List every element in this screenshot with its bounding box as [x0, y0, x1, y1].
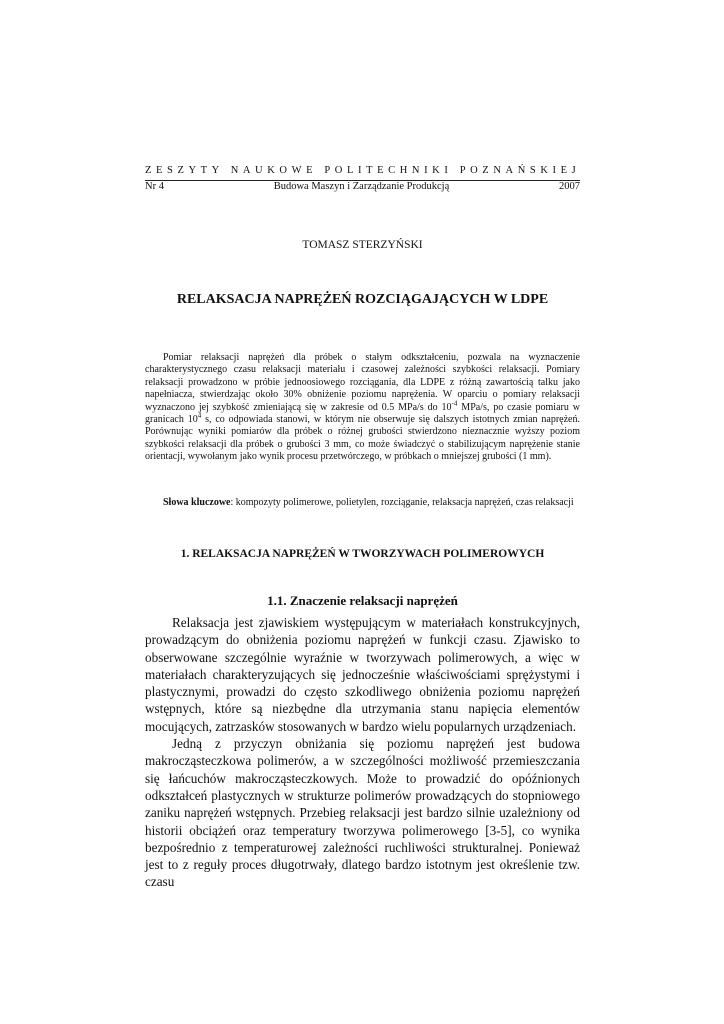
- body-paragraph: Relaksacja jest zjawiskiem występującym w materiałach konstrukcyjnych, prowadzącym do obniżenia poziomu naprężeń w funkcji czasu. Zjawisko to obserwowane szczególnie wyraźnie w tworzywach polimerowych, a więc w materiałach charakteryzujących się jednocześnie właściwościami sprężystymi i plastycznymi, prowadzi do często szkodliwego obniżenia poziomu naprężeń wstępnych, które są niezbędne dla utrzymania stanu napięcia elementów mocujących, zatrzasków stosowanych w bardzo wielu popularnych urządzeniach.: [145, 615, 580, 734]
- body-text: [145, 614, 580, 891]
- keywords: [145, 497, 580, 509]
- header-subrow: [145, 181, 580, 192]
- journal-name: ZESZYTY NAUKOWE POLITECHNIKI POZNAŃSKIEJ: [145, 165, 581, 176]
- abstract-text-1: Pomiar relaksacji naprężeń dla próbek o stałym odkształceniu, pozwala na wyznaczenie charakterystycznego czasu relaksacji materiału i czasowej zależności szybkości relaksacji. Pomiary relaksacji prowadzono w próbie jednoosiowego rozciągania, dla LDPE z różną zawartością talku jako napełniacza, stwierdzając około 30% obniżenie poziomu naprężenia. W oparciu o pomiary relaksacji wyznaczono jej szybkość zmieniającą się w zakresie od 0.5 MPa/s do 10: [145, 352, 580, 413]
- keywords-label: Słowa kluczowe: [163, 497, 231, 508]
- abstract-paragraph: [145, 352, 580, 464]
- journal-series: Budowa Maszyn i Zarządzanie Produkcją: [273, 181, 450, 192]
- abstract-text-2: MPa/s, po czasie pomiaru w granicach 10: [145, 401, 580, 426]
- issue-number: Nr 4: [145, 181, 164, 192]
- abstract-exponent-1: -4: [451, 399, 458, 408]
- abstract-text-3: s, co odpowiada stanowi, w którym nie obserwuje się dalszych istotnych zmian naprężeń. Porównując wyniki pomiarów dla próbek o różnej grubości stwierdzono nieznacznie wyższy poziom szybkości relaksacji dla próbek o grubości 3 mm, co może świadczyć o stabilizującym naprężenie stanie orientacji, wywołanym jako wynik procesu przetwórczego, w próbkach o mniejszej grubości (1 mm).: [145, 414, 580, 463]
- abstract-exponent-2: 4: [197, 411, 202, 420]
- author-name: TOMASZ STERZYŃSKI: [302, 239, 423, 251]
- keywords-list: : kompozyty polimerowe, polietylen, rozciąganie, relaksacja naprężeń, czas relaksacji: [230, 497, 574, 508]
- publication-year: 2007: [559, 181, 580, 192]
- paper-title: RELAKSACJA NAPRĘŻEŃ ROZCIĄGAJĄCYCH W LDPE: [176, 292, 549, 307]
- section-heading: 1. RELAKSACJA NAPRĘŻEŃ W TWORZYWACH POLIMEROWYCH: [180, 548, 545, 560]
- subsection-heading: 1.1. Znaczenie relaksacji naprężeń: [267, 593, 458, 608]
- abstract: [145, 352, 580, 464]
- body-paragraph: Jedną z przyczyn obniżania się poziomu naprężeń jest budowa makrocząsteczkowa polimerów, a w szczególności możliwość przemieszczania się łańcuchów makrocząsteczkowych. Może to prowadzić do opóźnionych odkształceń plastycznych w strukturze polimerów prowadzących do stopniowego zaniku naprężeń wstępnych. Przebieg relaksacji jest bardzo silnie uzależniony od historii obciążeń oraz temperatury tworzywa polimerowego [3-5], co wynika bezpośrednio z temperaturowej zależności ruchliwości strukturalnej. Ponieważ jest to z reguły proces długotrwały, dlatego bardzo istotnym jest określenie tzw. czasu: [145, 736, 580, 890]
